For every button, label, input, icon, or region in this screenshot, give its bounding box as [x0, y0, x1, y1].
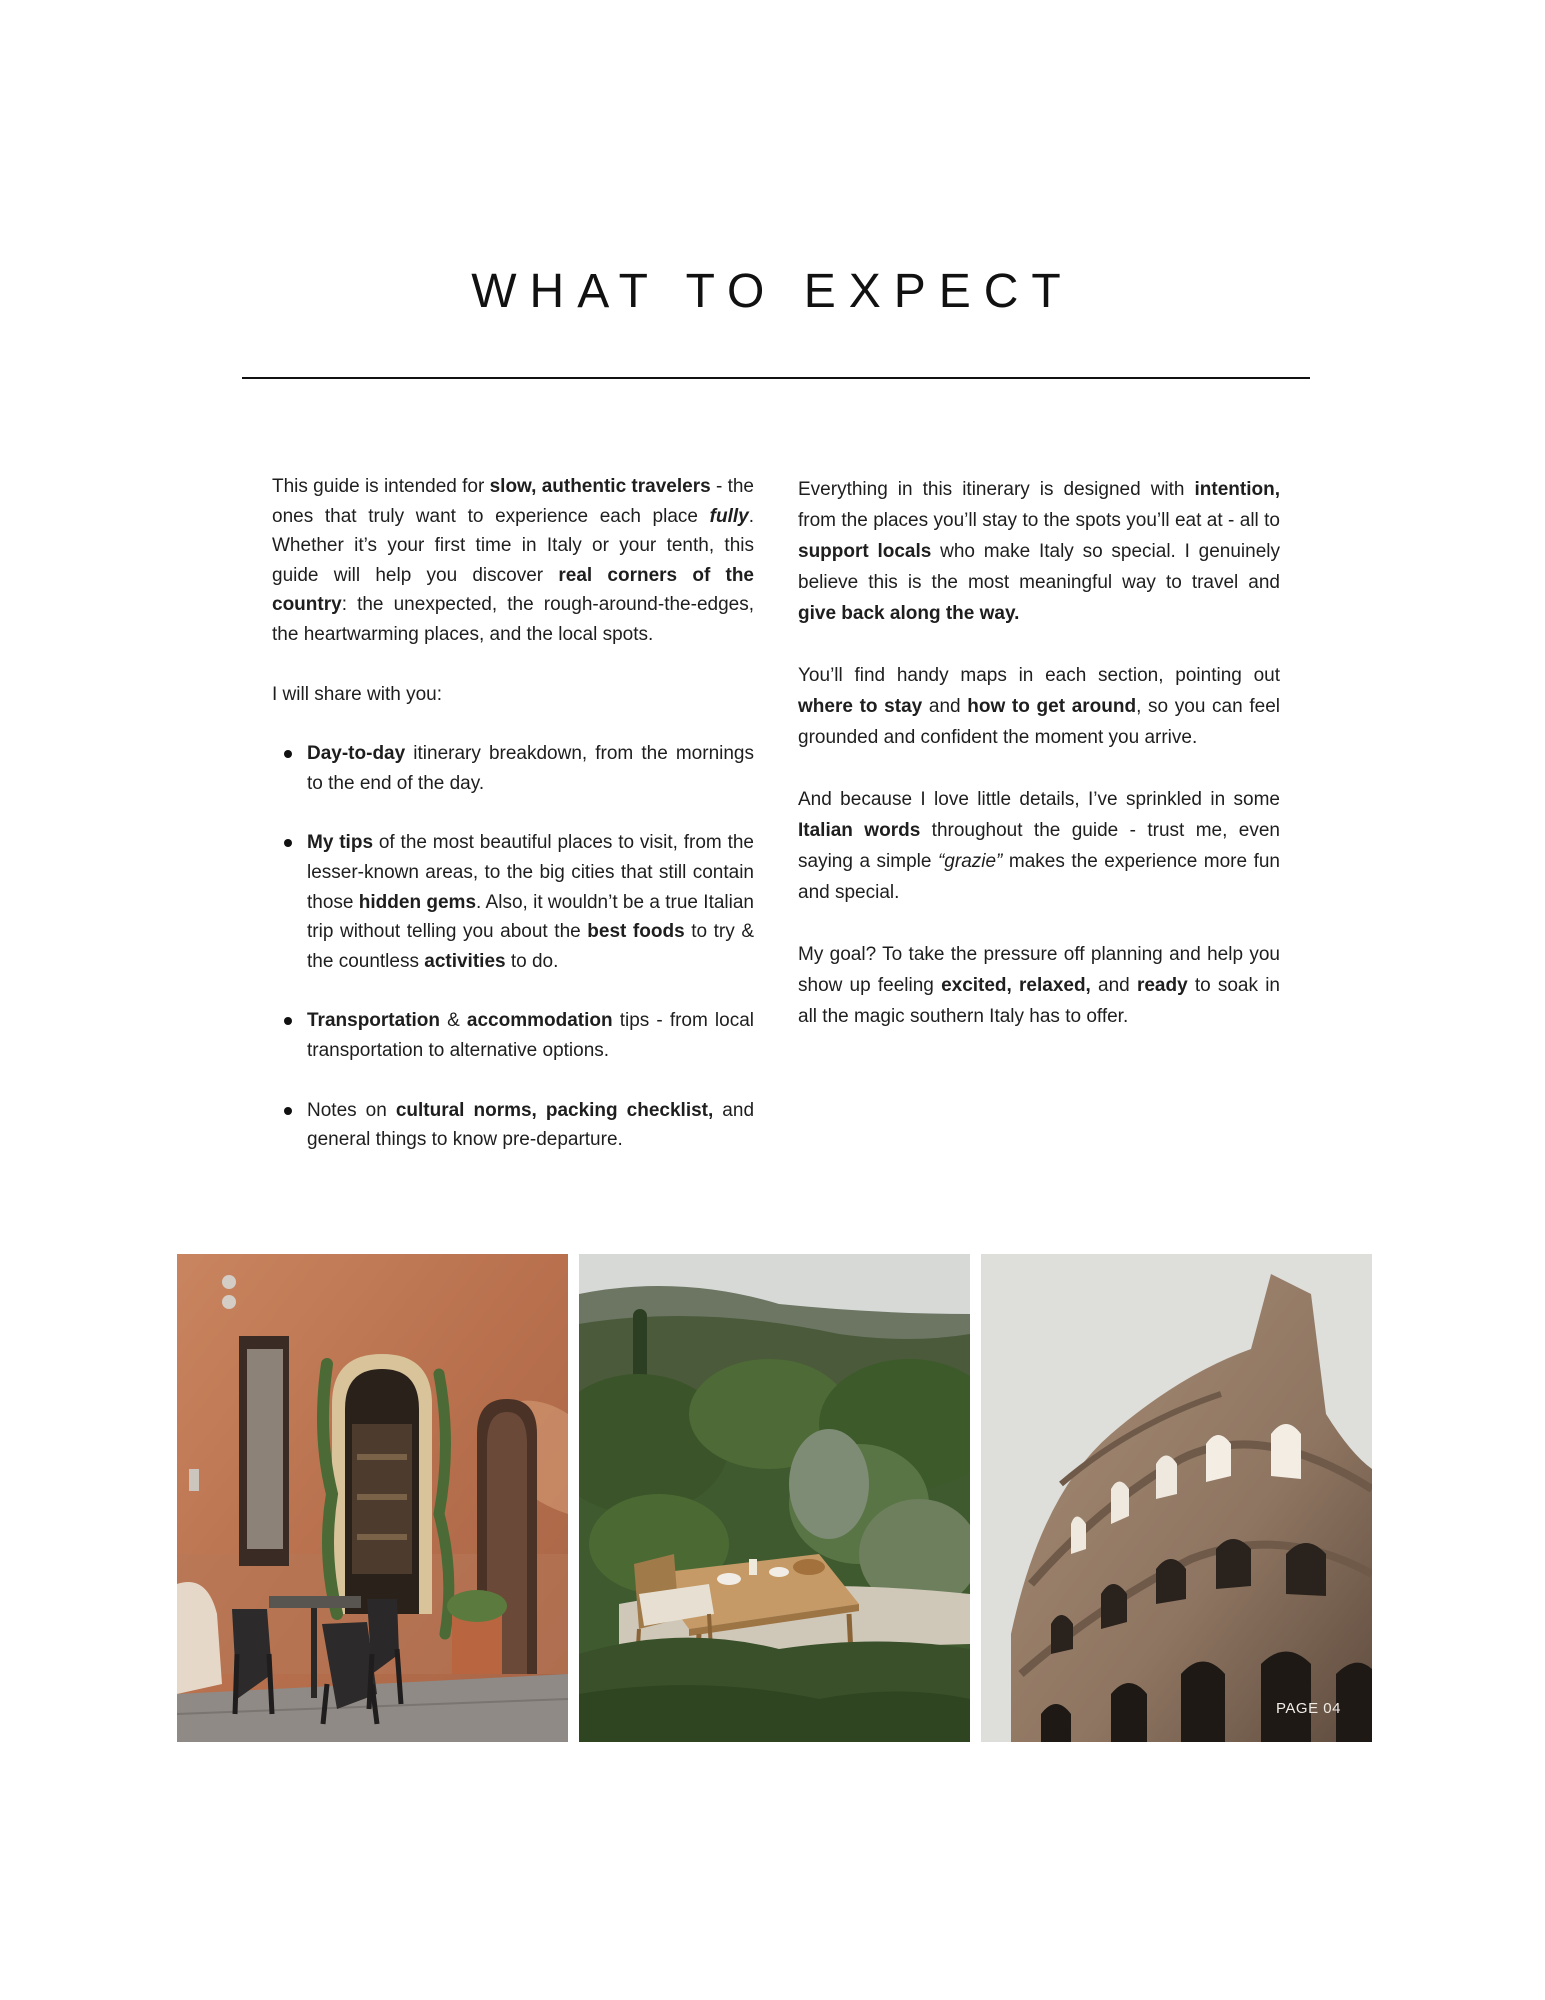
- left-column: [272, 472, 754, 1185]
- goal-paragraph: My goal? To take the pressure off planning and help you show up feeling excited, relaxed, and ready to soak in all the magic southern Italy has to offer.: [798, 944, 1280, 1027]
- share-lead: I will share with you:: [272, 683, 443, 705]
- title-divider: [242, 377, 1310, 379]
- right-column: [798, 474, 1280, 1063]
- colosseum-photo: [981, 1254, 1372, 1742]
- garden-table-photo: [579, 1254, 970, 1742]
- page-number: PAGE 04: [1276, 1700, 1341, 1717]
- cafe-storefront-photo: [177, 1254, 568, 1742]
- list-item: My tips of the most beautiful places to visit, from the lesser-known areas, to the big cities that still contain those hidden gems. Also, it wouldn’t be a true Italian trip without telling you about the best foods to try & the countless activities to do.: [307, 828, 754, 976]
- list-item: Notes on cultural norms, packing checklist, and general things to know pre-departure.: [307, 1096, 754, 1155]
- intro-paragraph: This guide is intended for slow, authentic travelers - the ones that truly want to experience each place fully. Whether it’s your first time in Italy or your tenth, this guide will help you discover real corners of the country: the unexpected, the rough-around-the-edges, the heartwarming places, and the local spots.: [272, 476, 755, 645]
- intention-paragraph: Everything in this itinerary is designed with intention, from the places you’ll stay to the spots you’ll eat at - all to support locals who make Italy so special. I genuinely believe this is the most meaningful way to travel and give back along the way.: [798, 479, 1280, 624]
- list-item: Day-to-day itinerary breakdown, from the mornings to the end of the day.: [307, 739, 754, 798]
- page-title: WHAT TO EXPECT: [471, 265, 1074, 318]
- list-item: Transportation & accommodation tips - from local transportation to alternative options.: [307, 1006, 754, 1065]
- feature-list: [272, 739, 754, 1155]
- italian-words-paragraph: And because I love little details, I’ve sprinkled in some Italian words throughout the guide - trust me, even saying a simple “grazie” makes the experience more fun and special.: [798, 789, 1281, 903]
- maps-paragraph: You’ll find handy maps in each section, pointing out where to stay and how to get around, so you can feel grounded and confident the moment you arrive.: [798, 665, 1280, 748]
